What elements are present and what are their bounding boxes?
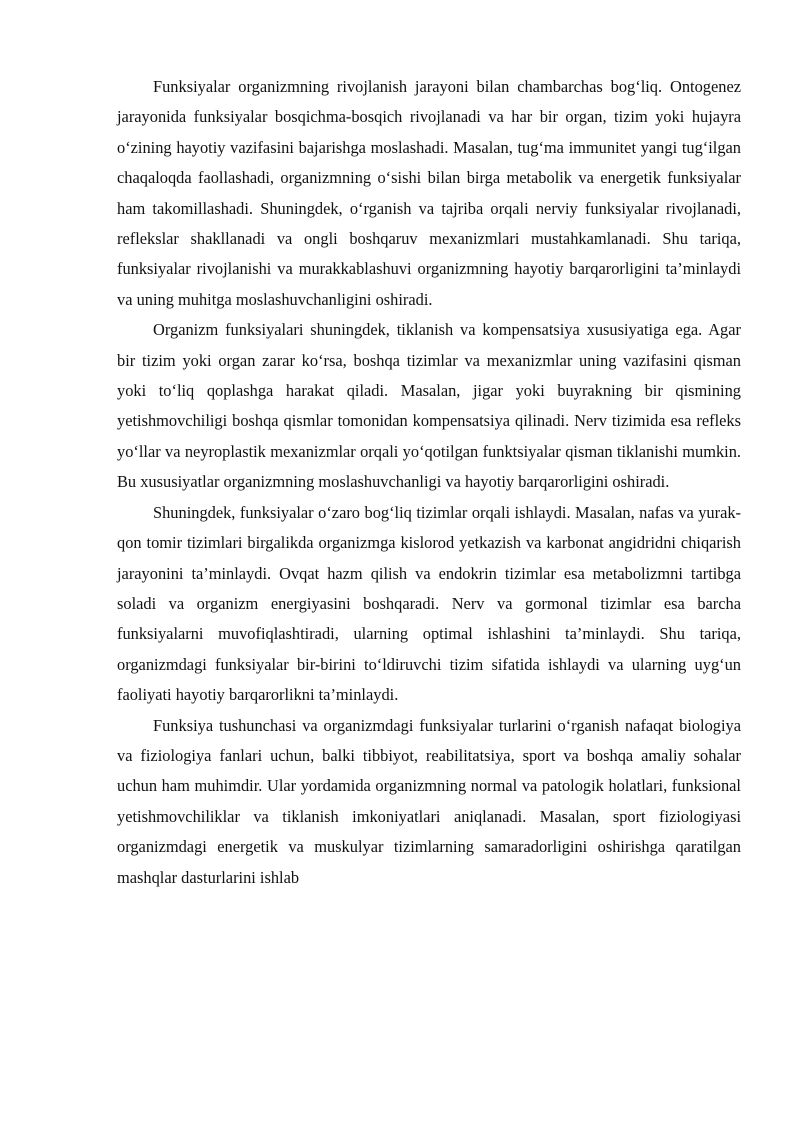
paragraph-2: Organizm funksiyalari shuningdek, tiklanish va kompensatsiya xususiyatiga ega. Agar bir tizim yoki organ zarar ko‘rsa, boshqa tizimlar va mexanizmlar uning vazifasini qisman yoki to‘liq qoplashga harakat qiladi. Masalan, jigar yoki buyrakning bir qismining yetishmovchiligi boshqa qismlar tomonidan kompensatsiya qilinadi. Nerv tizimida esa refleks yo‘llar va neyroplastik mexanizmlar orqali yo‘qotilgan funktsiyalar qisman tiklanishi mumkin. Bu xususiyatlar organizmning moslashuvchanligi va hayotiy barqarorligini oshiradi.: [117, 320, 741, 492]
document-body: [117, 72, 741, 893]
paragraph-4: Funksiya tushunchasi va organizmdagi funksiyalar turlarini o‘rganish nafaqat biologiya va fiziologiya fanlari uchun, balki tibbiyot, reabilitatsiya, sport va boshqa amaliy sohalar uchun ham muhimdir. Ular yordamida organizmning normal va patologik holatlari, funksional yetishmovchiliklar va tiklanish imkoniyatlari aniqlanadi. Masalan, sport fiziologiyasi organizmdagi energetik va muskulyar tizimlarning samaradorligini oshirishga qaratilgan mashqlar dasturlarini ishlab: [117, 715, 741, 887]
paragraph-1: Funksiyalar organizmning rivojlanish jarayoni bilan chambarchas bog‘liq. Ontogenez jarayonida funksiyalar bosqichma-bosqich rivojlanadi va har bir organ, tizim yoki hujayra o‘zining hayotiy vazifasini bajarishga moslashadi. Masalan, tug‘ma immunitet yangi tug‘ilgan chaqaloqda faollashadi, organizmning o‘sishi bilan birga metabolik va energetik funksiyalar ham takomillashadi. Shuningdek, o‘rganish va tajriba orqali nerviy funksiyalar rivojlanadi, reflekslar shakllanadi va ongli boshqaruv mexanizmlari mustahkamlanadi. Shu tariqa, funksiyalar rivojlanishi va murakkablashuvi organizmning hayotiy barqarorligini ta’minlaydi va uning muhitga moslashuvchanligini oshiradi.: [117, 77, 741, 309]
paragraph-3: Shuningdek, funksiyalar o‘zaro bog‘liq tizimlar orqali ishlaydi. Masalan, nafas va yurak-qon tomir tizimlari birgalikda organizmga kislorod yetkazish va karbonat angidridni chiqarish jarayonini ta’minlaydi. Ovqat hazm qilish va endokrin tizimlar esa metabolizmni tartibga soladi va organizm energiyasini boshqaradi. Nerv va gormonal tizimlar esa barcha funksiyalarni muvofiqlashtiradi, ularning optimal ishlashini ta’minlaydi. Shu tariqa, organizmdagi funksiyalar bir-birini to‘ldiruvchi tizim sifatida ishlaydi va ularning uyg‘un faoliyati hayotiy barqarorlikni ta’minlaydi.: [117, 502, 741, 705]
